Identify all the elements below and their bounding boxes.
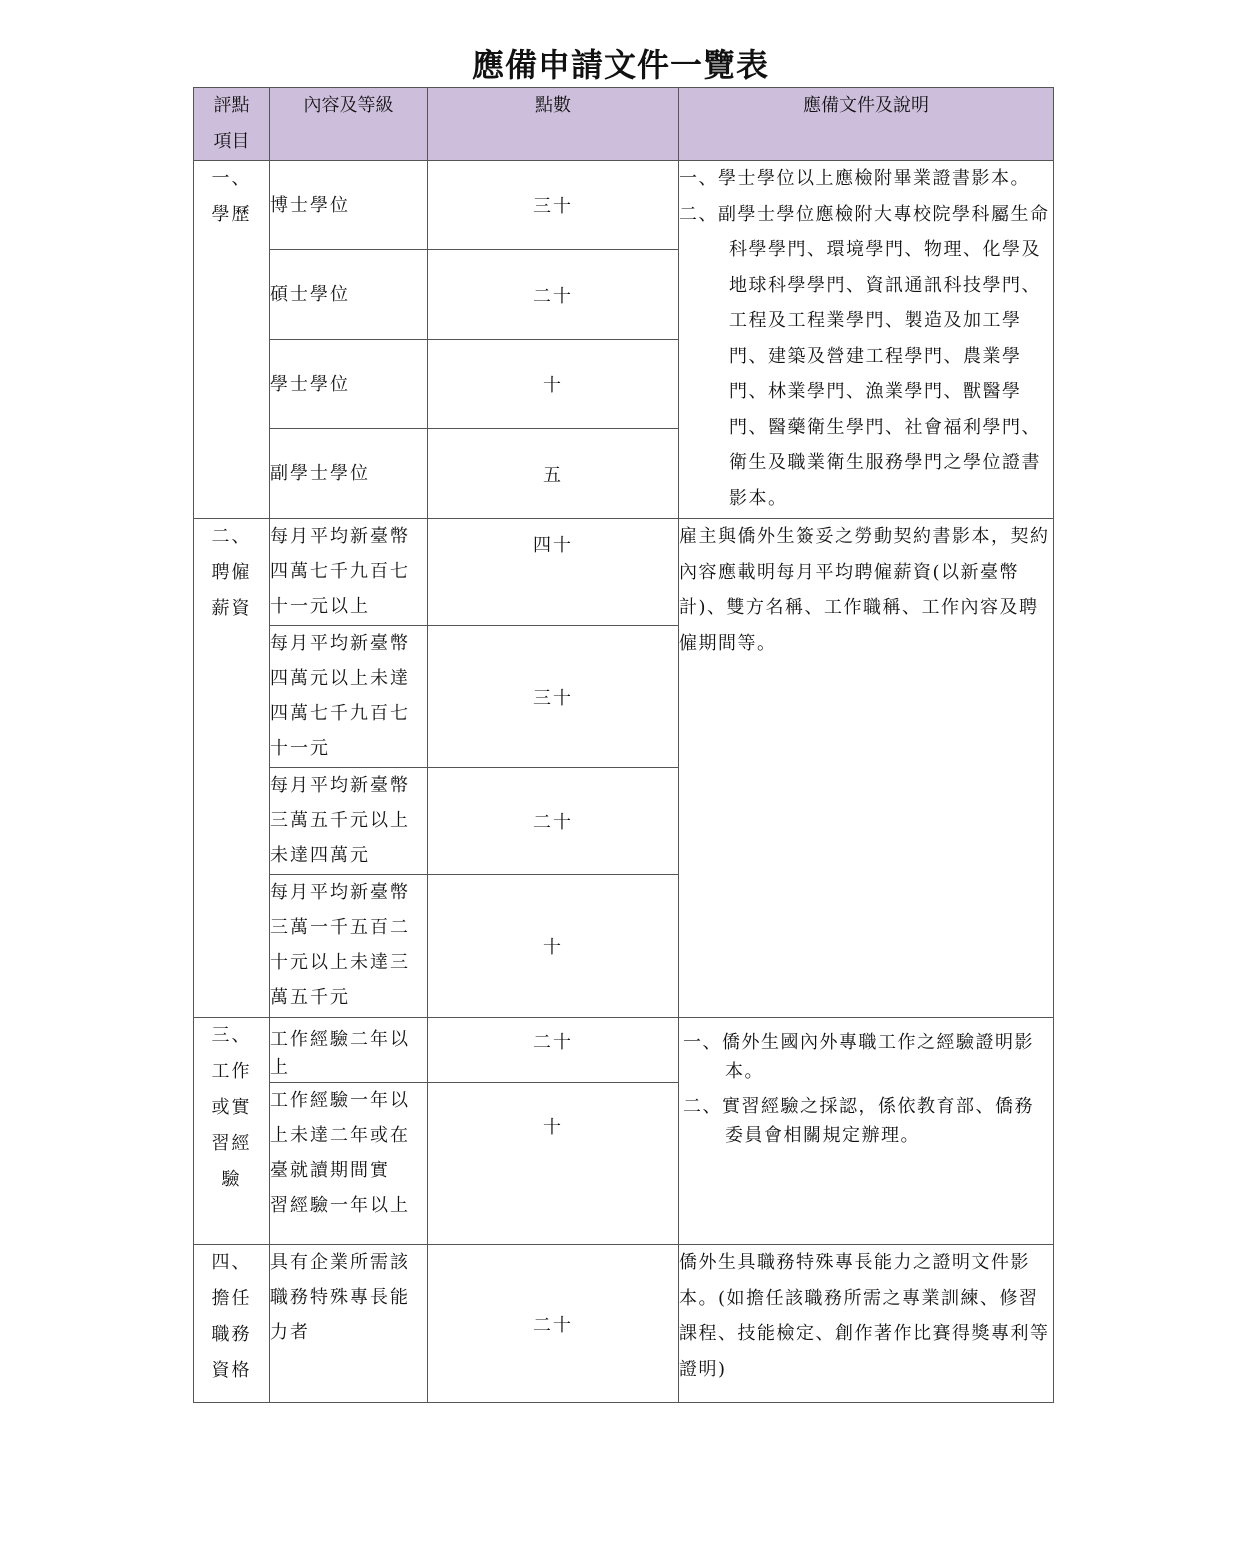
- table-row: [194, 161, 1054, 250]
- points-cell: 二十: [428, 768, 679, 875]
- doc-text: 僑外生具職務特殊專長能力之證明文件影本。(如擔任該職務所需之專業訓練、修習課程、技能檢定、創作著作比賽得獎專利等證明): [679, 1252, 1050, 1380]
- category-experience: 三、 工作 或實 習經 驗: [194, 1018, 270, 1245]
- category-qualification: 四、 擔任 職務 資格: [194, 1245, 270, 1403]
- documents-education: [679, 161, 1054, 519]
- page-title: 應備申請文件一覽表: [471, 46, 769, 84]
- header-points: 點數: [428, 88, 679, 161]
- documents-qualification: [679, 1245, 1054, 1403]
- doc-item: 一、學士學位以上應檢附畢業證書影本。: [679, 168, 1030, 189]
- level-cell: 工作經驗二年以上: [270, 1018, 428, 1083]
- level-cell: 博士學位: [270, 161, 428, 250]
- table-row: [194, 519, 1054, 626]
- level-cell: 每月平均新臺幣三萬五千元以上未達四萬元: [270, 768, 428, 875]
- doc-text: 雇主與僑外生簽妥之勞動契約書影本，契約內容應載明每月平均聘僱薪資(以新臺幣計)、雙方名稱、工作職稱、工作內容及聘僱期間等。: [679, 526, 1050, 654]
- points-cell: 十: [428, 1083, 679, 1245]
- category-education: 一、 學歷: [194, 161, 270, 519]
- points-cell: 四十: [428, 519, 679, 626]
- points-cell: 五: [428, 429, 679, 519]
- doc-item: 一、僑外生國內外專職工作之經驗證明影本。: [683, 1032, 1034, 1082]
- level-cell: 碩士學位: [270, 250, 428, 340]
- level-cell: 每月平均新臺幣四萬七千九百七十一元以上: [270, 519, 428, 626]
- header-documents: 應備文件及說明: [679, 88, 1054, 161]
- table-row: [194, 1245, 1054, 1403]
- points-cell: 十: [428, 340, 679, 429]
- level-cell: 每月平均新臺幣四萬元以上未達四萬七千九百七十一元: [270, 626, 428, 768]
- document-table: [193, 87, 1054, 1403]
- level-cell: 每月平均新臺幣三萬一千五百二十元以上未達三萬五千元: [270, 875, 428, 1018]
- level-cell: 工作經驗一年以上未達二年或在臺就讀期間實 習經驗一年以上: [270, 1083, 428, 1245]
- doc-item: 二、實習經驗之採認，係依教育部、僑務委員會相關規定辦理。: [683, 1096, 1034, 1146]
- documents-experience: [679, 1018, 1054, 1245]
- points-cell: 十: [428, 875, 679, 1018]
- points-cell: 二十: [428, 1245, 679, 1403]
- points-cell: 三十: [428, 161, 679, 250]
- level-cell: 學士學位: [270, 340, 428, 429]
- table-row: [194, 1018, 1054, 1083]
- header-evaluation-item: 評點 項目: [194, 88, 270, 161]
- points-cell: 二十: [428, 1018, 679, 1083]
- doc-item: 二、副學士學位應檢附大專校院學科屬生命科學學門、環境學門、物理、化學及地球科學學門、資訊通訊科技學門、工程及工程業學門、製造及加工學門、建築及營建工程學門、農業學門、林業學門、漁業學門、獸醫學門、醫藥衛生學門、社會福利學門、衛生及職業衛生服務學門之學位證書影本。: [679, 203, 1050, 509]
- points-cell: 二十: [428, 250, 679, 340]
- category-salary: 二、 聘僱 薪資: [194, 519, 270, 1018]
- header-content-level: 內容及等級: [270, 88, 428, 161]
- level-cell: 具有企業所需該職務特殊專長能力者: [270, 1245, 428, 1403]
- points-cell: 三十: [428, 626, 679, 768]
- table-header-row: [194, 88, 1054, 161]
- level-cell: 副學士學位: [270, 429, 428, 519]
- documents-salary: [679, 519, 1054, 1018]
